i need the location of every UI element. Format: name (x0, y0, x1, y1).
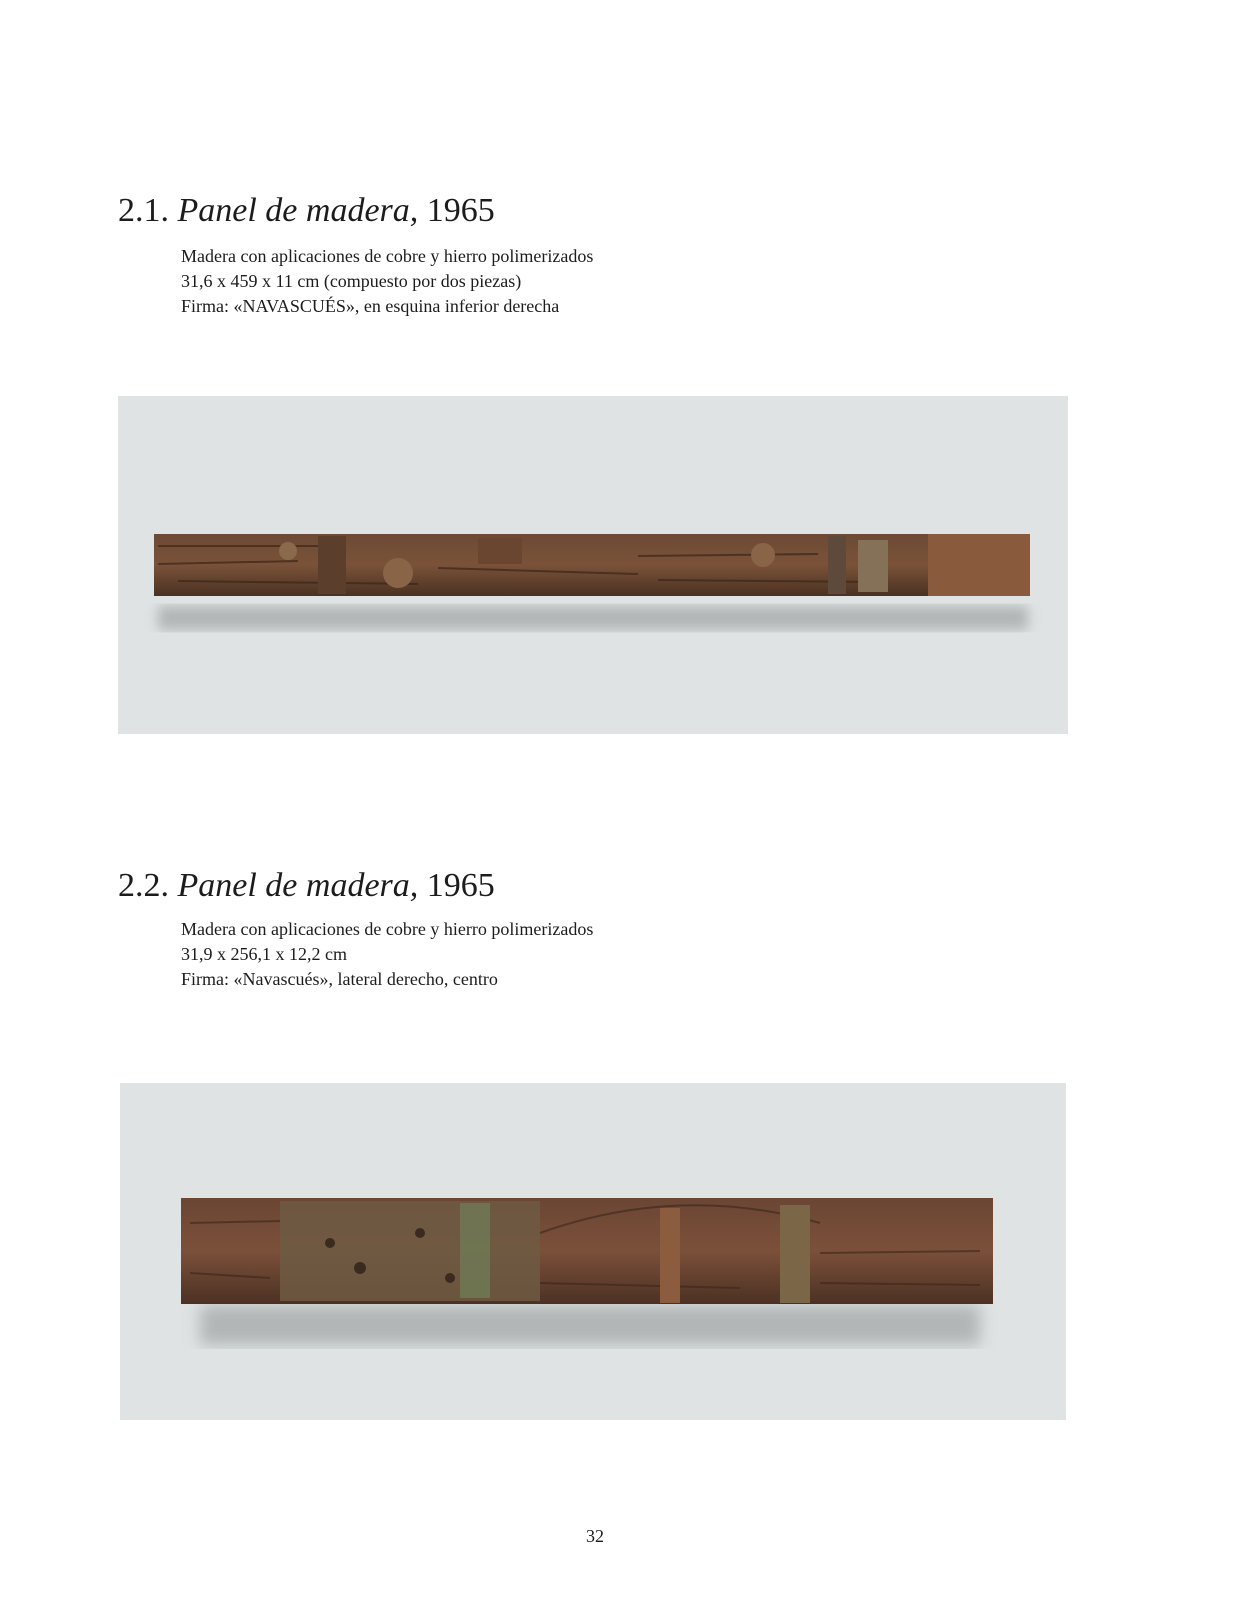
entry-year: 1965 (426, 192, 495, 229)
entry-dimensions: 31,6 x 459 x 11 cm (compuesto por dos piezas) (181, 271, 522, 291)
entry-title (118, 866, 495, 906)
entry-year: 1965 (426, 867, 495, 904)
entry-number: 2.2. (118, 867, 169, 904)
entry-material: Madera con aplicaciones de cobre y hierro polimerizados (181, 246, 594, 266)
page-number: 32 (586, 1526, 604, 1546)
artwork-photo (118, 396, 1068, 734)
entry-dimensions: 31,9 x 256,1 x 12,2 cm (181, 944, 347, 964)
entry-number: 2.1. (118, 192, 169, 229)
entry-title-italic: Panel de madera, (177, 867, 419, 904)
entry-signature: Firma: «NAVASCUÉS», en esquina inferior derecha (181, 296, 560, 316)
artwork-photo (120, 1083, 1066, 1420)
entry-title (118, 191, 495, 231)
entry-title-italic: Panel de madera, (177, 192, 419, 229)
entry-description (181, 244, 593, 319)
entry-signature: Firma: «Navascués», lateral derecho, centro (181, 969, 498, 989)
entry-material: Madera con aplicaciones de cobre y hierro polimerizados (181, 919, 594, 939)
entry-description (181, 917, 593, 992)
